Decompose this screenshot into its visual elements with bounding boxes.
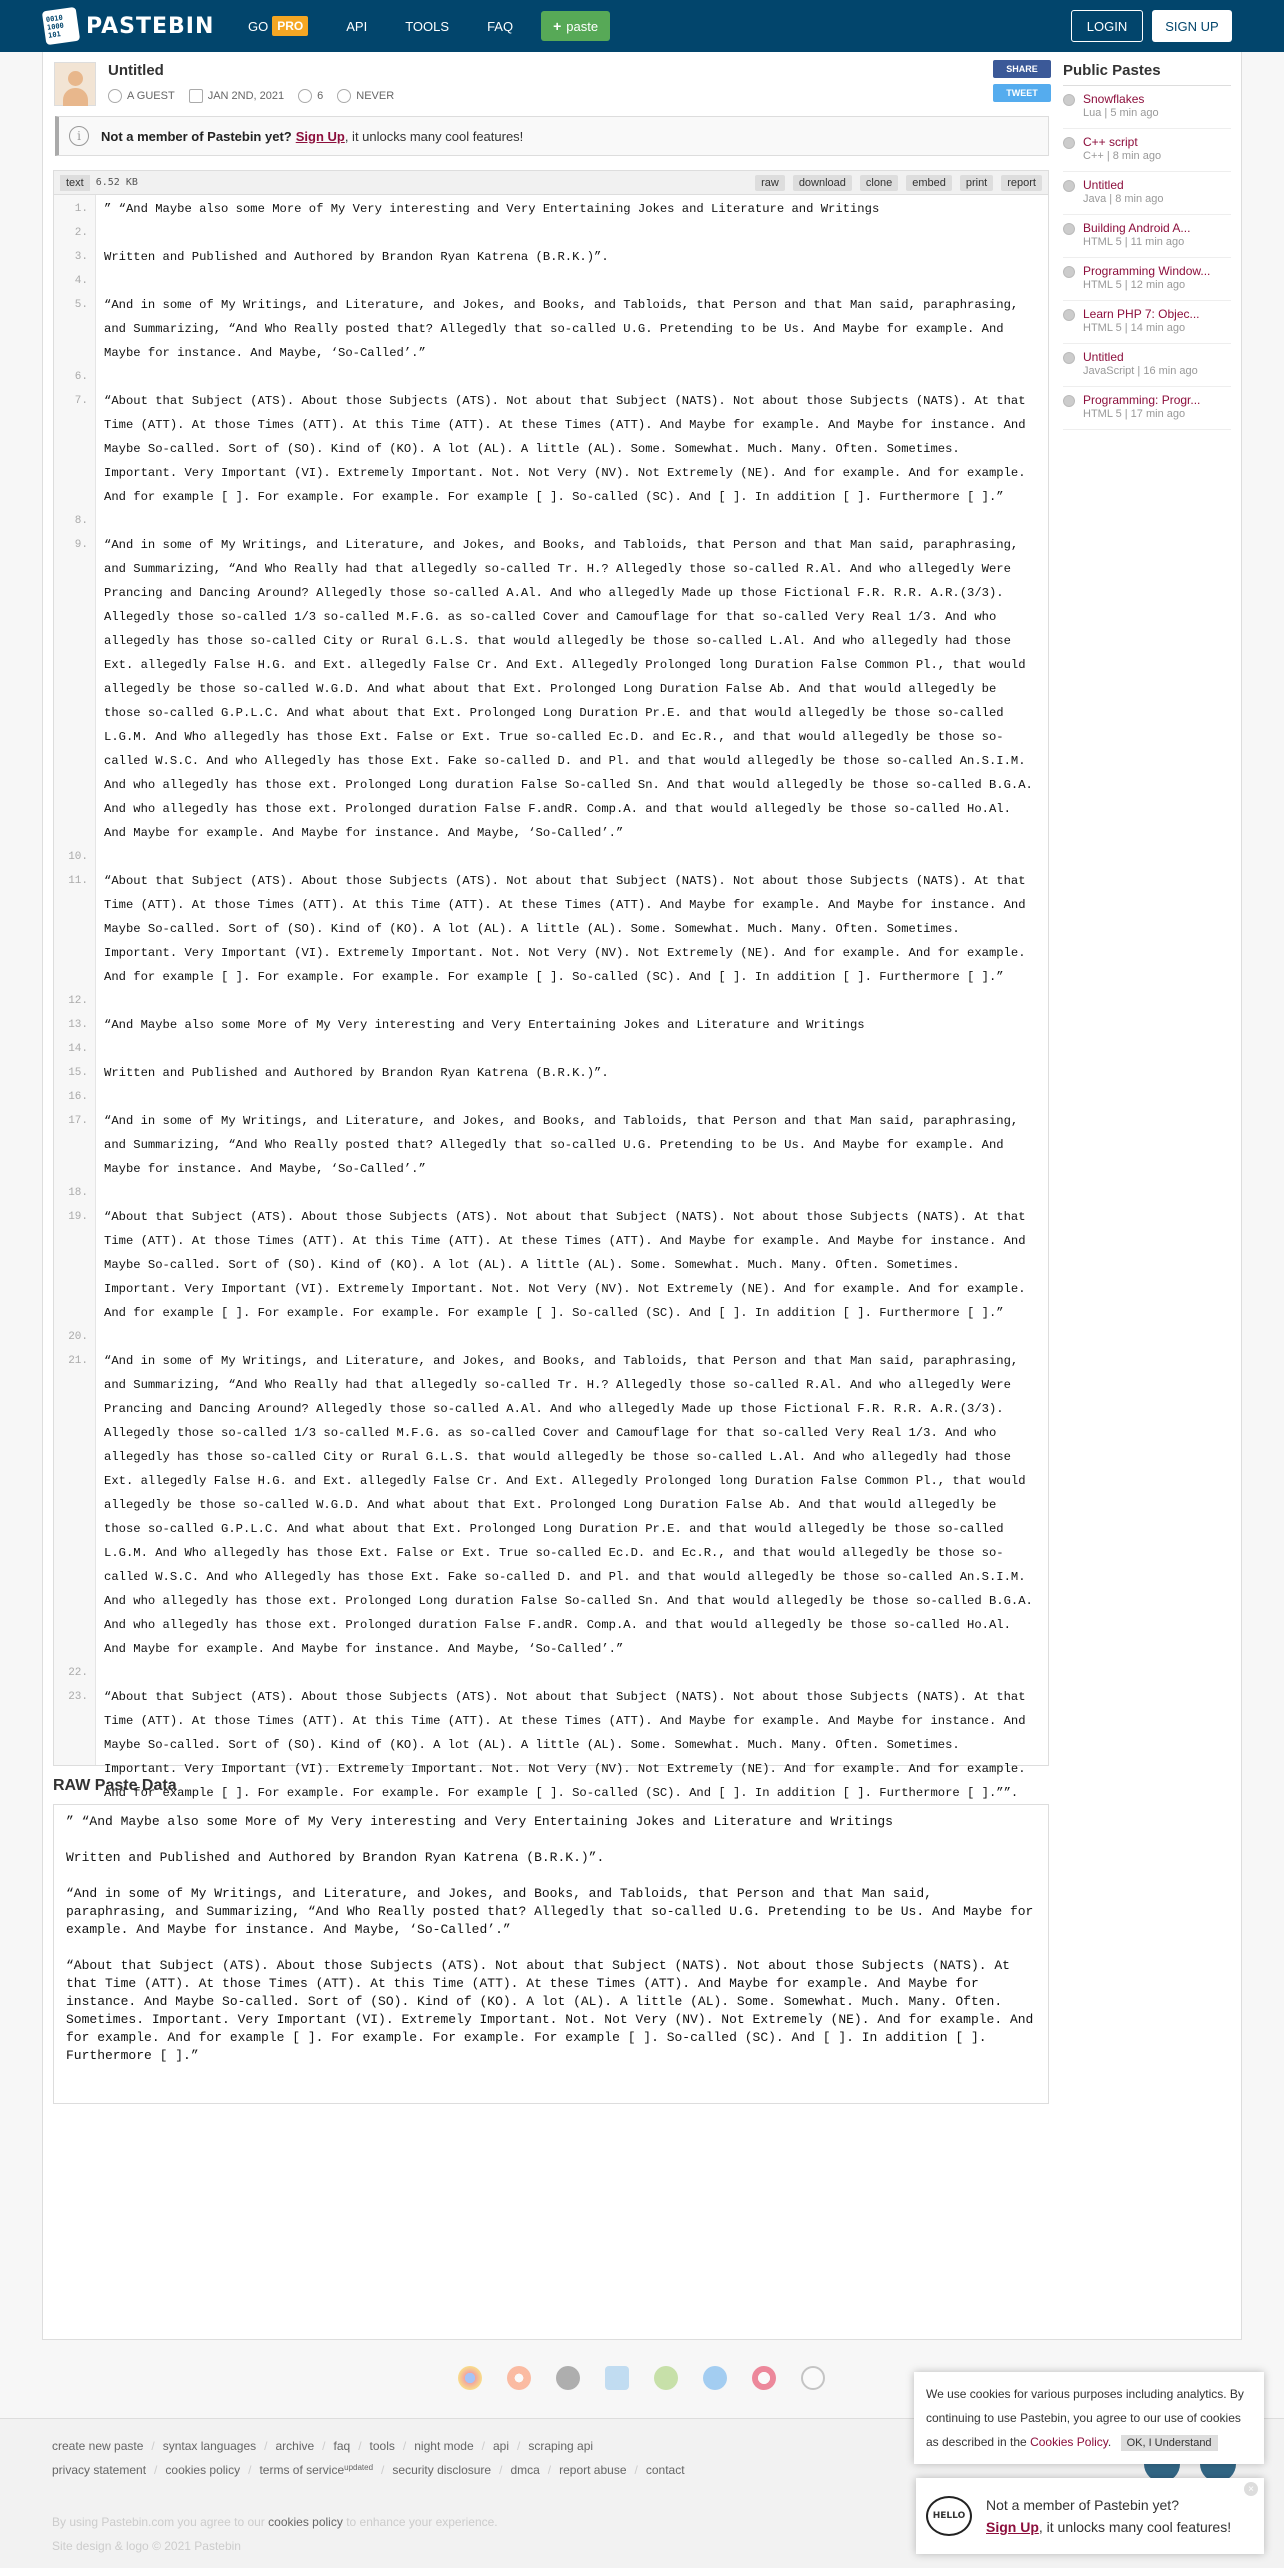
public-paste-meta: Java | 8 min ago bbox=[1083, 193, 1164, 205]
line-text: “About that Subject (ATS). About those Subjects (ATS). Not about that Subject (NATS). Not about those Subjects (NATS). At that Time (ATT). At those Times (ATT). At this Time (ATT). At these Times (ATT). And Maybe for example. And Maybe for instance. And Maybe So-called. Sort of (SO). Kind of (KO). A lot (AL). A little (AL). Some. Somewhat. Much. Many. Often. Sometimes. Important. Very Important (VI). Extremely Important. Not. Not Very (NV). Not Extremely (NE). And for example. And for example. And for example [ ]. For example. For example. For example [ ]. So-called (SC). And [ ]. In addition [ ]. Furthermore [ ].” bbox=[104, 874, 1033, 984]
footer-cookies-policy-link[interactable]: cookies policy bbox=[268, 2515, 343, 2529]
line-number: 10. bbox=[68, 851, 88, 863]
guest-avatar bbox=[54, 62, 96, 106]
pastebin-logo[interactable] bbox=[44, 6, 214, 46]
code-line bbox=[54, 1061, 1048, 1085]
code-line bbox=[54, 533, 1048, 845]
footer-link[interactable]: privacy statement bbox=[52, 2463, 147, 2477]
line-number: 9. bbox=[74, 539, 88, 551]
code-line bbox=[54, 1325, 1048, 1349]
line-text: “And in some of My Writings, and Literature, and Jokes, and Books, and Tabloids, that Person and that Man said, paraphrasing, and Summarizing, “And Who Really posted that? Allegedly that so-called U.G. Pretending to be Us. And Maybe for example. And Maybe for instance. And Maybe, ‘So-Called’.” bbox=[104, 1114, 1026, 1176]
code-line bbox=[54, 1685, 1048, 1805]
footer-link[interactable]: dmca bbox=[510, 2463, 540, 2477]
globe-icon bbox=[1063, 223, 1075, 235]
public-paste-title[interactable]: Snowflakes bbox=[1083, 92, 1145, 106]
download-button[interactable]: download bbox=[793, 175, 852, 191]
footer-link[interactable]: security disclosure bbox=[392, 2463, 492, 2477]
line-number: 11. bbox=[68, 875, 88, 887]
public-paste-title[interactable]: Programming Window... bbox=[1083, 264, 1211, 278]
globe-icon bbox=[1063, 266, 1075, 278]
raw-paragraph: “About that Subject (ATS). About those Subjects (ATS). Not about that Subject (NATS). Not about those Subjects (NATS). At that Time (ATT). At those Times (ATT). At this Time (ATT). At these Times (ATT). And Maybe for example. And Maybe for instance. And Maybe So-called. Sort of (SO). Kind of (KO). A lot (AL). A little (AL). Some. Somewhat. Much. Many. Often. Sometimes. Important. Very Important (VI). Extremely Important. Not. Not Very (NV). Not Extremely (NE). And for example. And for example. And for example [ ]. For example. For example. For example [ ]. So-called (SC). And [ ]. In addition [ ]. Furthermore [ ].” bbox=[66, 1958, 1042, 2063]
paste-date: JAN 2ND, 2021 bbox=[207, 90, 285, 102]
public-paste-item[interactable] bbox=[1063, 129, 1231, 172]
code-line bbox=[54, 365, 1048, 389]
line-number: 22. bbox=[68, 1667, 88, 1679]
code-line bbox=[54, 1181, 1048, 1205]
public-paste-meta: JavaScript | 16 min ago bbox=[1083, 365, 1198, 377]
paste-size: 6.52 KB bbox=[95, 177, 138, 188]
print-button[interactable]: print bbox=[960, 175, 993, 191]
twitter-tweet-button[interactable]: TWEET bbox=[993, 84, 1051, 102]
nav-go-pro[interactable]: GO PRO bbox=[248, 16, 308, 36]
public-paste-title[interactable]: Untitled bbox=[1083, 350, 1124, 364]
line-text bbox=[96, 989, 1048, 1013]
public-paste-item[interactable] bbox=[1063, 86, 1231, 129]
plus-icon: + bbox=[553, 18, 562, 34]
embed-button[interactable]: embed bbox=[906, 175, 952, 191]
footer-link[interactable]: scraping api bbox=[528, 2439, 594, 2453]
public-pastes-title: Public Pastes bbox=[1063, 62, 1231, 86]
public-paste-title[interactable]: Learn PHP 7: Objec... bbox=[1083, 307, 1200, 321]
footer-link[interactable]: tools bbox=[369, 2439, 395, 2453]
line-text bbox=[96, 1181, 1048, 1205]
line-number: 19. bbox=[68, 1211, 88, 1223]
line-number: 6. bbox=[74, 371, 88, 383]
line-number: 12. bbox=[68, 995, 88, 1007]
nav-faq[interactable]: FAQ bbox=[487, 18, 514, 34]
windows-icon[interactable] bbox=[605, 2366, 629, 2390]
edge-icon[interactable] bbox=[801, 2366, 825, 2390]
raw-paste-textarea[interactable] bbox=[53, 1804, 1049, 2104]
login-button[interactable]: LOGIN bbox=[1071, 10, 1143, 42]
line-text: “And Maybe also some More of My Very interesting and Very Entertaining Jokes and Literature and Writings bbox=[104, 1018, 865, 1032]
cookie-policy-link[interactable]: Cookies Policy bbox=[1030, 2435, 1108, 2449]
notice-signup-link[interactable]: Sign Up bbox=[295, 128, 345, 144]
footer-links-row-2: privacy statement / cookies policy / terms of service updated / security disclosure / dmca / report abuse / contact bbox=[52, 2463, 685, 2477]
public-paste-title[interactable]: C++ script bbox=[1083, 135, 1138, 149]
code-line bbox=[54, 389, 1048, 509]
line-text bbox=[96, 365, 1048, 389]
facebook-share-button[interactable]: SHARE bbox=[993, 60, 1051, 78]
floating-signup-notice: HELLO Not a member of Pastebin yet? Sign Up, it unlocks many cool features! × bbox=[916, 2478, 1264, 2554]
footer-link[interactable]: api bbox=[492, 2439, 509, 2453]
public-paste-item[interactable] bbox=[1063, 301, 1231, 344]
line-number: 5. bbox=[74, 299, 88, 311]
public-paste-item[interactable] bbox=[1063, 344, 1231, 387]
code-line bbox=[54, 869, 1048, 989]
line-number: 23. bbox=[68, 1691, 88, 1703]
line-text: “And in some of My Writings, and Literature, and Jokes, and Books, and Tabloids, that Person and that Man said, paraphrasing, and Summarizing, “And Who Really had that allegedly so-called Tr. H.? Allegedly those so-called R.Al. And who allegedly Were Prancing and Dancing Around? Allegedly those so-called A.Al. And who allegedly Made up those Fictional F.R. R.R. A.R.(3/3). Allegedly those so-called 1/3 so-called M.F.G. as so-called Cover and Camouflage for that so-called Very Real 1/3. And who allegedly has those so-called City or Rural G.L.S. that would allegedly be those so-called L.Al. And who allegedly had those Ext. allegedly False H.G. and Ext. allegedly False Cr. And Ext. Allegedly Prolonged long Duration False Common Pl., that would allegedly be those so-called W.G.D. And what about that Ext. Prolonged Long Duration False Ab. And that would allegedly be those so-called G.P.L.C. And what about that Ext. Prolonged Long Duration Pr.E. and that would allegedly be those so-called L.G.M. And Who allegedly has those Ext. False or Ext. True so-called Ec.D. and Ec.R., and that would allegedly be those so-called W.S.C. And who Allegedly has those Ext. Fake so-called D. and Pl. and that would allegedly be those so-called An.S.I.M. And who allegedly has those ext. Prolonged Long duration False So-called Sn. And that would allegedly be those so-called B.G.A. And who allegedly has those ext. Prolonged duration False F.andR. Comp.A. and that would allegedly be those so-called Ho.Al. And Maybe for example. And Maybe for instance. And Maybe, ‘So-Called’.” bbox=[104, 538, 1041, 840]
paste-author[interactable]: A GUEST bbox=[127, 90, 175, 102]
line-text: “And in some of My Writings, and Literature, and Jokes, and Books, and Tabloids, that Person and that Man said, paraphrasing, and Summarizing, “And Who Really had that allegedly so-called Tr. H.? Allegedly those so-called R.Al. And who allegedly Were Prancing and Dancing Around? Allegedly those so-called A.Al. And who allegedly Made up those Fictional F.R. R.R. A.R.(3/3). Allegedly those so-called 1/3 so-called M.F.G. as so-called Cover and Camouflage for that so-called Very Real 1/3. And who allegedly has those so-called City or Rural G.L.S. that would allegedly be those so-called L.Al. And who allegedly had those Ext. allegedly False H.G. and Ext. allegedly False Cr. And Ext. Allegedly Prolonged long Duration False Common Pl., that would allegedly be those so-called W.G.D. And what about that Ext. Prolonged Long Duration False Ab. And that would allegedly be those so-called G.P.L.C. And what about that Ext. Prolonged Long Duration Pr.E. and that would allegedly be those so-called L.G.M. And Who allegedly has those Ext. False or Ext. True so-called Ec.D. and Ec.R., and that would allegedly be those so-called W.S.C. And who Allegedly has those Ext. Fake so-called D. and Pl. and that would allegedly be those so-called An.S.I.M. And who allegedly has those ext. Prolonged Long duration False So-called Sn. And that would allegedly be those so-called B.G.A. And who allegedly has those ext. Prolonged duration False F.andR. Comp.A. and that would allegedly be those so-called Ho.Al. And Maybe for example. And Maybe for instance. And Maybe, ‘So-Called’.” bbox=[104, 1354, 1041, 1656]
cookie-banner: We use cookies for various purposes including analytics. By continuing to use Pastebin, you agree to our use of cookies as described in the Cookies Policy. OK, I Understand bbox=[914, 2372, 1264, 2464]
main-container bbox=[42, 52, 1242, 2340]
code-line bbox=[54, 1661, 1048, 1685]
line-text: Written and Published and Authored by Brandon Ryan Katrena (B.R.K.)”. bbox=[104, 1066, 609, 1080]
code-line bbox=[54, 293, 1048, 365]
footer-links-row-1: create new paste / syntax languages / archive / faq / tools / night mode / api / scraping api bbox=[52, 2439, 594, 2453]
globe-icon bbox=[1063, 180, 1075, 192]
line-text bbox=[96, 1325, 1048, 1349]
line-number: 15. bbox=[68, 1067, 88, 1079]
raw-paste-title: RAW Paste Data bbox=[53, 1777, 177, 1794]
public-paste-item[interactable] bbox=[1063, 387, 1231, 430]
clock-icon bbox=[337, 89, 351, 103]
code-line bbox=[54, 1085, 1048, 1109]
line-number: 3. bbox=[74, 251, 88, 263]
footer-link[interactable]: syntax languages bbox=[162, 2439, 257, 2453]
browser-extensions-row bbox=[458, 2366, 850, 2390]
line-text bbox=[96, 509, 1048, 533]
public-paste-title[interactable]: Building Android A... bbox=[1083, 221, 1191, 235]
footer-link[interactable]: archive bbox=[275, 2439, 315, 2453]
line-number: 7. bbox=[74, 395, 88, 407]
public-paste-item[interactable] bbox=[1063, 172, 1231, 215]
line-number: 4. bbox=[74, 275, 88, 287]
opera-icon[interactable] bbox=[752, 2366, 776, 2390]
public-paste-meta: C++ | 8 min ago bbox=[1083, 150, 1162, 162]
public-paste-item[interactable] bbox=[1063, 215, 1231, 258]
safari-icon[interactable] bbox=[703, 2366, 727, 2390]
public-pastes-sidebar bbox=[1063, 62, 1231, 430]
globe-icon bbox=[1063, 309, 1075, 321]
main-nav bbox=[248, 0, 610, 52]
logo-text: PASTEBIN bbox=[86, 13, 215, 39]
user-icon bbox=[108, 89, 122, 103]
chrome-icon[interactable] bbox=[458, 2366, 482, 2390]
clone-button[interactable]: clone bbox=[860, 175, 898, 191]
footer-link[interactable]: cookies policy bbox=[165, 2463, 241, 2477]
line-number: 14. bbox=[68, 1043, 88, 1055]
line-text: “About that Subject (ATS). About those Subjects (ATS). Not about that Subject (NATS). Not about those Subjects (NATS). At that Time (ATT). At those Times (ATT). At this Time (ATT). At these Times (ATT). And Maybe for example. And Maybe for instance. And Maybe So-called. Sort of (SO). Kind of (KO). A lot (AL). A little (AL). Some. Somewhat. Much. Many. Often. Sometimes. Important. Very Important (VI). Extremely Important. Not. Not Very (NV). Not Extremely (NE). And for example. And for example. And for example [ ]. For example. For example. For example [ ]. So-called (SC). And [ ]. In addition [ ]. Furthermore [ ].””. bbox=[104, 1690, 1033, 1800]
info-icon: i bbox=[69, 126, 89, 146]
line-text bbox=[96, 221, 1048, 245]
nav-tools[interactable]: TOOLS bbox=[405, 18, 450, 34]
globe-icon bbox=[1063, 352, 1075, 364]
footer-link[interactable]: faq bbox=[333, 2439, 351, 2453]
footer-link[interactable]: create new paste bbox=[52, 2439, 144, 2453]
line-text: “About that Subject (ATS). About those Subjects (ATS). Not about that Subject (NATS). Not about those Subjects (NATS). At that Time (ATT). At those Times (ATT). At this Time (ATT). At these Times (ATT). And Maybe for example. And Maybe for instance. And Maybe So-called. Sort of (SO). Kind of (KO). A lot (AL). A little (AL). Some. Somewhat. Much. Many. Often. Sometimes. Important. Very Important (VI). Extremely Important. Not. Not Very (NV). Not Extremely (NE). And for example. And for example. And for example [ ]. For example. For example. For example [ ]. So-called (SC). And [ ]. In addition [ ]. Furthermore [ ].” bbox=[104, 394, 1033, 504]
syntax-language-badge[interactable]: text bbox=[60, 175, 90, 191]
line-text: “About that Subject (ATS). About those Subjects (ATS). Not about that Subject (NATS). Not about those Subjects (NATS). At that Time (ATT). At those Times (ATT). At this Time (ATT). At these Times (ATT). And Maybe for example. And Maybe for instance. And Maybe So-called. Sort of (SO). Kind of (KO). A lot (AL). A little (AL). Some. Somewhat. Much. Many. Often. Sometimes. Important. Very Important (VI). Extremely Important. Not. Not Very (NV). Not Extremely (NE). And for example. And for example. And for example [ ]. For example. For example. For example [ ]. So-called (SC). And [ ]. In addition [ ]. Furthermore [ ].” bbox=[104, 1210, 1033, 1320]
footer-copyright: Site design & logo © 2021 Pastebin bbox=[52, 2539, 241, 2553]
code-line bbox=[54, 1037, 1048, 1061]
header bbox=[0, 0, 1284, 52]
paste-meta bbox=[108, 89, 408, 103]
raw-button[interactable]: raw bbox=[755, 175, 785, 191]
paste-views: 6 bbox=[317, 90, 324, 102]
line-number: 21. bbox=[68, 1355, 88, 1367]
hello-icon: HELLO bbox=[926, 2496, 972, 2536]
public-paste-title[interactable]: Untitled bbox=[1083, 178, 1124, 192]
code-line bbox=[54, 1013, 1048, 1037]
report-button[interactable]: report bbox=[1001, 175, 1042, 191]
line-text bbox=[96, 1085, 1048, 1109]
line-text: “And in some of My Writings, and Literature, and Jokes, and Books, and Tabloids, that Person and that Man said, paraphrasing, and Summarizing, “And Who Really posted that? Allegedly that so-called U.G. Pretending to be Us. And Maybe for example. And Maybe for instance. And Maybe, ‘So-Called’.” bbox=[104, 298, 1026, 360]
paste-title: Untitled bbox=[108, 62, 164, 79]
signup-notice: i Not a member of Pastebin yet? Sign Up , it unlocks many cool features! bbox=[55, 116, 1049, 156]
line-number: 17. bbox=[68, 1115, 88, 1127]
globe-icon bbox=[1063, 137, 1075, 149]
globe-icon bbox=[1063, 395, 1075, 407]
code-line bbox=[54, 1349, 1048, 1661]
line-text: ” “And Maybe also some More of My Very interesting and Very Entertaining Jokes and Literature and Writings bbox=[104, 202, 880, 216]
footer-cookie-note: By using Pastebin.com you agree to our cookies policy to enhance your experience. bbox=[52, 2515, 498, 2529]
apple-icon[interactable] bbox=[556, 2366, 580, 2390]
public-paste-title[interactable]: Programming: Progr... bbox=[1083, 393, 1201, 407]
public-paste-meta: HTML 5 | 11 min ago bbox=[1083, 236, 1185, 248]
line-number: 18. bbox=[68, 1187, 88, 1199]
code-lines bbox=[54, 197, 1048, 1805]
footer-link[interactable]: contact bbox=[645, 2463, 685, 2477]
code-actions bbox=[747, 175, 1042, 191]
signup-button[interactable]: SIGN UP bbox=[1152, 10, 1232, 42]
line-number: 16. bbox=[68, 1091, 88, 1103]
footer-link[interactable]: terms of service bbox=[259, 2463, 345, 2477]
line-number: 20. bbox=[68, 1331, 88, 1343]
line-text bbox=[96, 269, 1048, 293]
code-line bbox=[54, 197, 1048, 221]
calendar-icon bbox=[189, 89, 203, 103]
paste-expire: NEVER bbox=[356, 90, 395, 102]
globe-icon bbox=[1063, 94, 1075, 106]
code-header bbox=[54, 171, 1048, 195]
code-line bbox=[54, 269, 1048, 293]
eye-icon bbox=[298, 89, 312, 103]
line-text bbox=[96, 1037, 1048, 1061]
raw-paragraph: Written and Published and Authored by Brandon Ryan Katrena (B.R.K.)”. bbox=[66, 1850, 605, 1865]
new-paste-button[interactable]: + paste bbox=[541, 11, 610, 41]
pro-badge: PRO bbox=[272, 16, 308, 36]
code-line bbox=[54, 1109, 1048, 1181]
line-number: 1. bbox=[74, 203, 88, 215]
public-paste-meta: HTML 5 | 14 min ago bbox=[1083, 322, 1186, 334]
raw-paragraph: “And in some of My Writings, and Literature, and Jokes, and Books, and Tabloids, that Person and that Man said, paraphrasing, and Summarizing, “And Who Really posted that? Allegedly that so-called U.G. Pretending to be Us. And Maybe for example. And Maybe for instance. And Maybe, ‘So-Called’.” bbox=[66, 1886, 1042, 1937]
close-icon[interactable]: × bbox=[1244, 2482, 1258, 2496]
public-paste-meta: HTML 5 | 17 min ago bbox=[1083, 408, 1186, 420]
nav-api[interactable]: API bbox=[346, 18, 368, 34]
code-line bbox=[54, 509, 1048, 533]
public-paste-meta: Lua | 5 min ago bbox=[1083, 107, 1159, 119]
footer-link[interactable]: night mode bbox=[414, 2439, 474, 2453]
line-number: 8. bbox=[74, 515, 88, 527]
float-signup-link[interactable]: Sign Up bbox=[986, 2519, 1039, 2535]
line-text: Written and Published and Authored by Brandon Ryan Katrena (B.R.K.)”. bbox=[104, 250, 609, 264]
public-paste-item[interactable] bbox=[1063, 258, 1231, 301]
logo-mark-icon: 0010 1000 101 bbox=[42, 7, 80, 45]
cookie-ok-button[interactable]: OK, I Understand bbox=[1121, 2435, 1218, 2451]
footer-link[interactable]: report abuse bbox=[559, 2463, 627, 2477]
firefox-icon[interactable] bbox=[507, 2366, 531, 2390]
public-paste-meta: HTML 5 | 12 min ago bbox=[1083, 279, 1186, 291]
code-line bbox=[54, 1205, 1048, 1325]
tos-updated-badge: updated bbox=[344, 2463, 374, 2472]
raw-paragraph: ” “And Maybe also some More of My Very interesting and Very Entertaining Jokes and Literature and Writings bbox=[66, 1814, 893, 1829]
code-line bbox=[54, 245, 1048, 269]
code-line bbox=[54, 845, 1048, 869]
code-line bbox=[54, 989, 1048, 1013]
code-line bbox=[54, 221, 1048, 245]
line-number: 13. bbox=[68, 1019, 88, 1031]
line-text bbox=[96, 845, 1048, 869]
line-text bbox=[96, 1661, 1048, 1685]
line-number: 2. bbox=[74, 227, 88, 239]
android-icon[interactable] bbox=[654, 2366, 678, 2390]
